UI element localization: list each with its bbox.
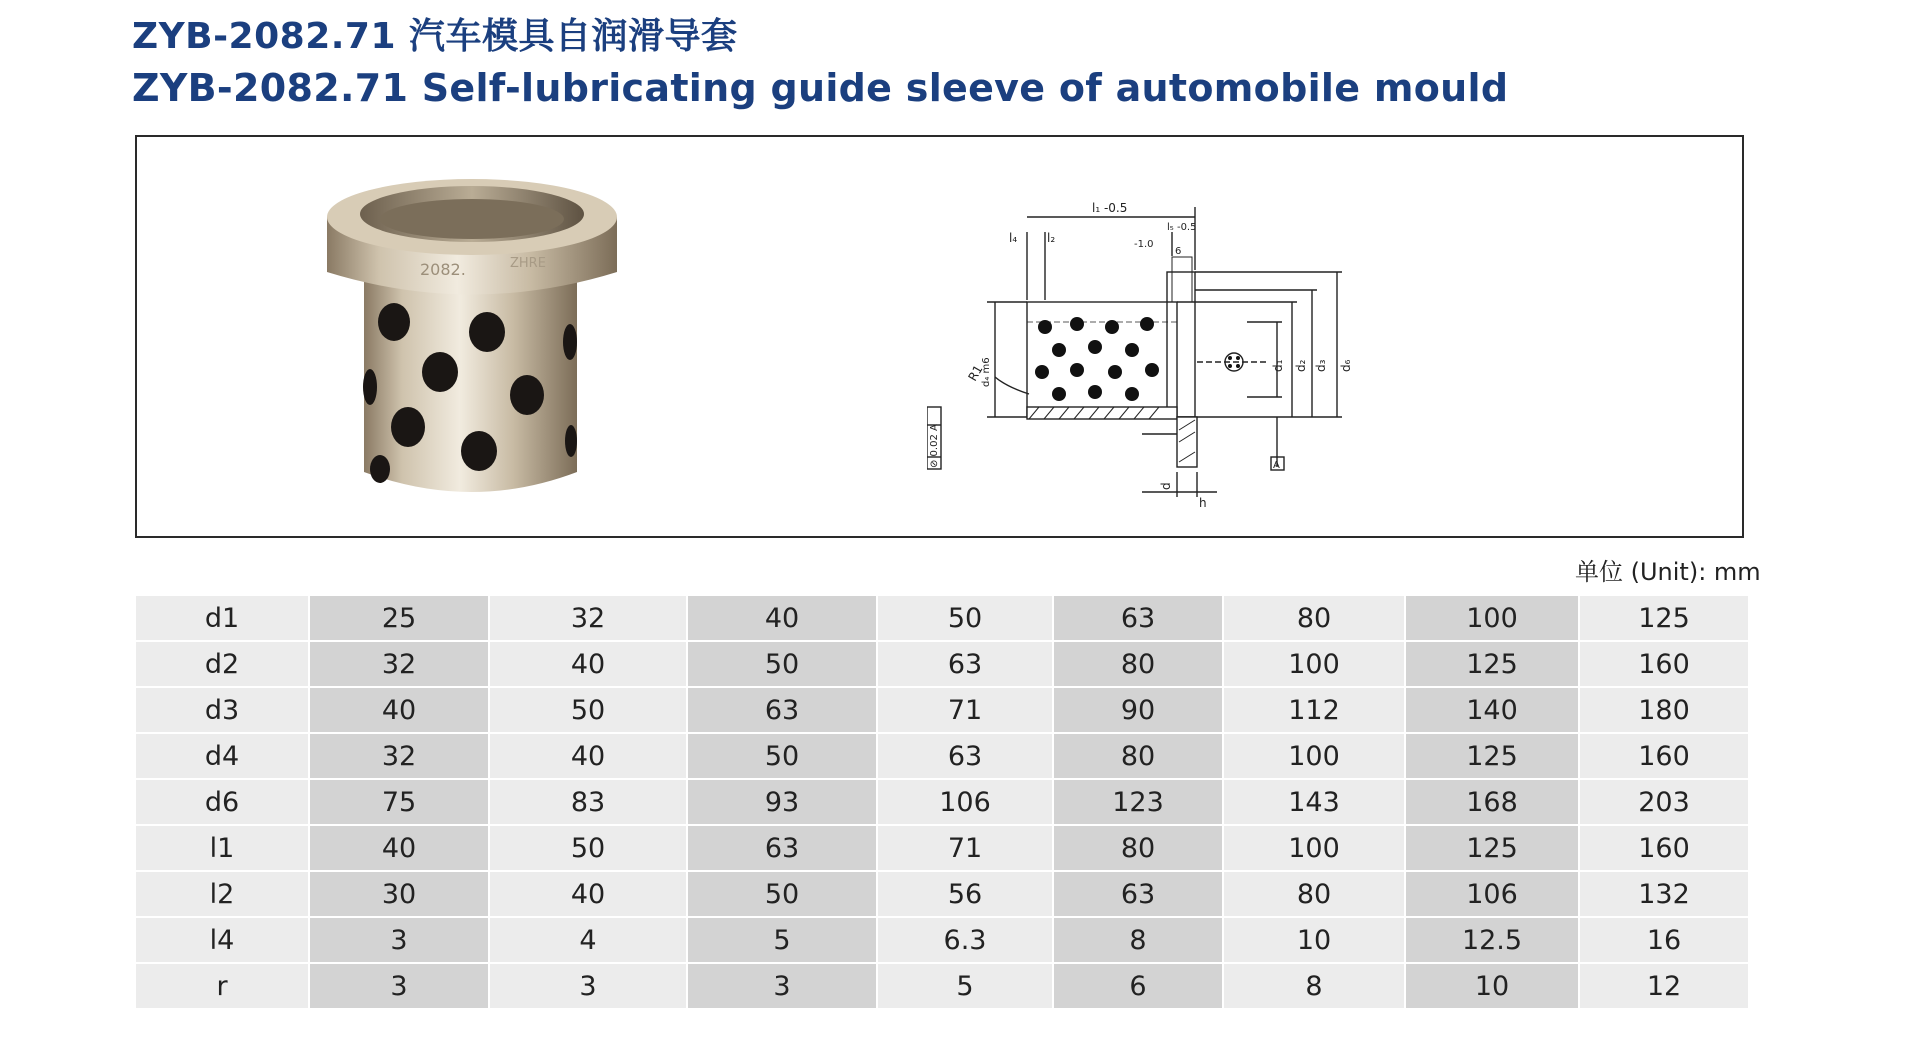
table-cell: 160	[1579, 825, 1749, 871]
photo-engraving-2: ZHRE	[510, 256, 546, 271]
table-cell: 71	[877, 687, 1053, 733]
table-cell: 80	[1053, 825, 1223, 871]
row-label: l4	[135, 917, 309, 963]
table-cell: 80	[1223, 595, 1405, 641]
page-title-en: ZYB-2082.71 Self-lubricating guide sleeve of automobile mould	[132, 66, 1509, 110]
table-cell: 3	[489, 963, 687, 1009]
row-label: d2	[135, 641, 309, 687]
table-row	[135, 779, 1749, 825]
table-cell: 125	[1579, 595, 1749, 641]
table-cell: 8	[1223, 963, 1405, 1009]
label-num-6: 6	[1175, 246, 1182, 257]
table-cell: 63	[1053, 871, 1223, 917]
table-cell: 125	[1405, 733, 1579, 779]
table-cell: 140	[1405, 687, 1579, 733]
table-cell: 50	[489, 687, 687, 733]
table-cell: 90	[1053, 687, 1223, 733]
table-cell: 100	[1405, 595, 1579, 641]
table-cell: 100	[1223, 641, 1405, 687]
table-cell: 56	[877, 871, 1053, 917]
label-tolerance-frame: ⊘ 0.02 A	[929, 424, 940, 468]
table-cell: 63	[877, 641, 1053, 687]
row-label: d6	[135, 779, 309, 825]
table-cell: 80	[1053, 733, 1223, 779]
table-row	[135, 963, 1749, 1009]
table-cell: 106	[1405, 871, 1579, 917]
table-cell: 40	[309, 687, 489, 733]
table-cell: 123	[1053, 779, 1223, 825]
table-cell: 50	[687, 733, 877, 779]
table-cell: 80	[1053, 641, 1223, 687]
table-cell: 63	[687, 687, 877, 733]
label-d: d	[1159, 482, 1173, 490]
table-cell: 125	[1405, 641, 1579, 687]
table-row	[135, 871, 1749, 917]
table-row	[135, 595, 1749, 641]
table-cell: 71	[877, 825, 1053, 871]
dimension-table	[134, 594, 1750, 1010]
unit-label: 单位 (Unit): mm	[1575, 558, 1761, 586]
table-cell: 25	[309, 595, 489, 641]
product-figure-box	[135, 135, 1744, 538]
table-cell: 5	[877, 963, 1053, 1009]
label-datum-a: A	[1273, 460, 1280, 471]
label-r1: R1	[965, 362, 986, 384]
label-d2: d₂	[1294, 359, 1308, 372]
label-d1: d₁	[1271, 359, 1285, 372]
table-row	[135, 641, 1749, 687]
label-d6: d₆	[1339, 359, 1353, 372]
label-l5: l₅ -0.5	[1167, 222, 1197, 233]
table-cell: 6.3	[877, 917, 1053, 963]
table-cell: 63	[877, 733, 1053, 779]
table-row	[135, 917, 1749, 963]
row-label: r	[135, 963, 309, 1009]
table-cell: 6	[1053, 963, 1223, 1009]
table-cell: 80	[1223, 871, 1405, 917]
table-cell: 132	[1579, 871, 1749, 917]
table-cell: 4	[489, 917, 687, 963]
table-cell: 10	[1405, 963, 1579, 1009]
table-cell: 10	[1223, 917, 1405, 963]
table-row	[135, 733, 1749, 779]
table-cell: 83	[489, 779, 687, 825]
table-cell: 160	[1579, 641, 1749, 687]
table-cell: 40	[489, 733, 687, 779]
table-cell: 63	[687, 825, 877, 871]
table-cell: 8	[1053, 917, 1223, 963]
table-cell: 93	[687, 779, 877, 825]
table-cell: 50	[687, 871, 877, 917]
table-cell: 12	[1579, 963, 1749, 1009]
label-d3: d₃	[1314, 359, 1328, 372]
label-h: h	[1199, 496, 1207, 510]
label-l2: l₂	[1047, 231, 1056, 245]
page-title-cn: ZYB-2082.71 汽车模具自润滑导套	[132, 16, 738, 57]
table-cell: 106	[877, 779, 1053, 825]
table-cell: 40	[309, 825, 489, 871]
table-cell: 180	[1579, 687, 1749, 733]
technical-drawing	[927, 172, 1487, 517]
table-cell: 32	[309, 733, 489, 779]
label-tol-minus-1: -1.0	[1134, 239, 1154, 250]
label-l1: l₁ -0.5	[1092, 201, 1128, 215]
label-d4: d₄ m6	[981, 357, 992, 387]
table-cell: 5	[687, 917, 877, 963]
table-cell: 203	[1579, 779, 1749, 825]
table-cell: 100	[1223, 825, 1405, 871]
table-cell: 32	[309, 641, 489, 687]
table-cell: 3	[309, 917, 489, 963]
row-label: l2	[135, 871, 309, 917]
table-row	[135, 687, 1749, 733]
table-cell: 32	[489, 595, 687, 641]
table-cell: 63	[1053, 595, 1223, 641]
table-cell: 40	[687, 595, 877, 641]
table-row	[135, 825, 1749, 871]
table-cell: 3	[687, 963, 877, 1009]
guide-sleeve-photo	[322, 167, 622, 517]
table-cell: 30	[309, 871, 489, 917]
table-cell: 100	[1223, 733, 1405, 779]
table-cell: 125	[1405, 825, 1579, 871]
row-label: l1	[135, 825, 309, 871]
table-cell: 168	[1405, 779, 1579, 825]
label-l4: l₄	[1009, 231, 1018, 245]
table-cell: 12.5	[1405, 917, 1579, 963]
table-cell: 50	[877, 595, 1053, 641]
row-label: d4	[135, 733, 309, 779]
table-cell: 40	[489, 641, 687, 687]
table-cell: 16	[1579, 917, 1749, 963]
table-cell: 112	[1223, 687, 1405, 733]
table-cell: 3	[309, 963, 489, 1009]
photo-engraving: 2082.	[420, 260, 466, 279]
table-cell: 50	[489, 825, 687, 871]
row-label: d3	[135, 687, 309, 733]
row-label: d1	[135, 595, 309, 641]
table-cell: 75	[309, 779, 489, 825]
table-cell: 40	[489, 871, 687, 917]
table-cell: 50	[687, 641, 877, 687]
table-cell: 143	[1223, 779, 1405, 825]
table-cell: 160	[1579, 733, 1749, 779]
